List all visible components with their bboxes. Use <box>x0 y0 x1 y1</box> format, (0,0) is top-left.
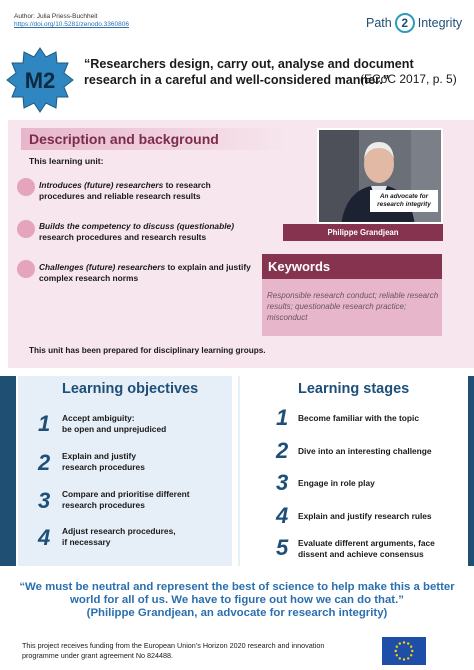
doi-link[interactable]: https://doi.org/10.5281/zenodo.3360806 <box>14 21 129 28</box>
stage-line: Engage in role play <box>298 478 375 488</box>
stage-item <box>298 413 419 424</box>
objective-line: be open and unprejudiced <box>62 424 167 434</box>
bullet-em: Builds the competency to discuss (questionable) <box>39 221 234 231</box>
photo-name: Philippe Grandjean <box>283 224 443 241</box>
closing-line: “We must be neutral and represent the best of science to help make this a better <box>19 581 455 593</box>
logo-circle: 2 <box>395 13 415 33</box>
stage-line: dissent and achieve consensus <box>298 549 424 559</box>
objective-line: Compare and prioritise different <box>62 489 190 499</box>
closing-line: world for all of us. We have to figure out how we can do that.” <box>70 594 404 606</box>
bullet-item-1 <box>39 180 257 202</box>
objectives-title: Learning objectives <box>62 381 199 397</box>
stage-item <box>298 538 435 560</box>
eu-flag-icon <box>382 637 426 665</box>
bullet-item-2 <box>39 221 257 243</box>
stage-number: 3 <box>276 470 289 495</box>
objective-line: research procedures <box>62 462 145 472</box>
quote-source: (ECoC 2017, p. 5) <box>360 72 457 86</box>
stage-number: 2 <box>276 438 289 463</box>
bullet-em: Introduces (future) researchers <box>39 180 164 190</box>
objective-item <box>62 526 176 548</box>
funding-text: This project receives funding from the European Union’s Horizon 2020 research and innovation programme under grant agreement No 824488. <box>22 641 325 660</box>
bullet-rest: research procedures and research results <box>39 232 207 242</box>
stage-item <box>298 446 432 457</box>
objective-line: Adjust research procedures, <box>62 526 176 536</box>
stage-number: 1 <box>276 405 289 430</box>
closing-line: (Philippe Grandjean, an advocate for research integrity) <box>86 607 388 619</box>
stage-number: 4 <box>276 503 289 528</box>
objective-item <box>62 489 190 511</box>
objective-number: 2 <box>38 450 51 475</box>
stage-line: Become familiar with the topic <box>298 413 419 423</box>
stage-line: Evaluate different arguments, face <box>298 538 435 548</box>
logo-text-right: Integrity <box>417 16 463 30</box>
bullet-dot <box>17 178 35 196</box>
stage-line: Dive into an interesting challenge <box>298 446 432 456</box>
prepared-note: This unit has been prepared for disciplinary learning groups. <box>29 346 266 355</box>
bullet-item-3 <box>39 262 257 284</box>
stage-line: Explain and justify research rules <box>298 511 432 521</box>
closing-quote <box>0 581 474 620</box>
bullet-rest: to explain and justify complex research norms <box>39 262 251 283</box>
author-line: Author: Julia Priess-Buchheit <box>14 13 98 20</box>
objective-line: if necessary <box>62 537 111 547</box>
path2integrity-logo <box>366 13 462 33</box>
objective-number: 4 <box>38 525 51 550</box>
objective-line: Accept ambiguity: <box>62 413 135 423</box>
bullet-dot <box>17 260 35 278</box>
stages-title: Learning stages <box>298 381 410 397</box>
keywords-title: Keywords <box>262 254 442 279</box>
objectives-side-strip <box>0 376 16 566</box>
objective-line: Explain and justify <box>62 451 136 461</box>
objective-line: research procedures <box>62 500 145 510</box>
logo-text-left: Path <box>366 16 392 30</box>
bullet-em: Challenges (future) researchers <box>39 262 166 272</box>
stage-number: 5 <box>276 535 289 560</box>
header-quote: “Researchers design, carry out, analyse and document research in a careful and well-considered manner.” <box>84 57 414 87</box>
objective-item <box>62 413 166 435</box>
keywords-text: Responsible research conduct; reliable research results; questionable research practice; misconduct <box>267 291 439 322</box>
objective-item <box>62 451 145 473</box>
objective-number: 1 <box>38 411 51 436</box>
stage-item <box>298 511 432 522</box>
description-title: Description and background <box>29 131 219 147</box>
module-badge <box>6 46 74 114</box>
stages-side-strip <box>468 376 474 566</box>
photo-caption: An advocate for research integrity <box>370 190 438 212</box>
stage-item <box>298 478 375 489</box>
objective-number: 3 <box>38 488 51 513</box>
badge-label: M2 <box>24 68 56 93</box>
bullet-rest: to research procedures and reliable research results <box>39 180 211 201</box>
bullet-dot <box>17 220 35 238</box>
unit-label: This learning unit: <box>29 156 104 166</box>
